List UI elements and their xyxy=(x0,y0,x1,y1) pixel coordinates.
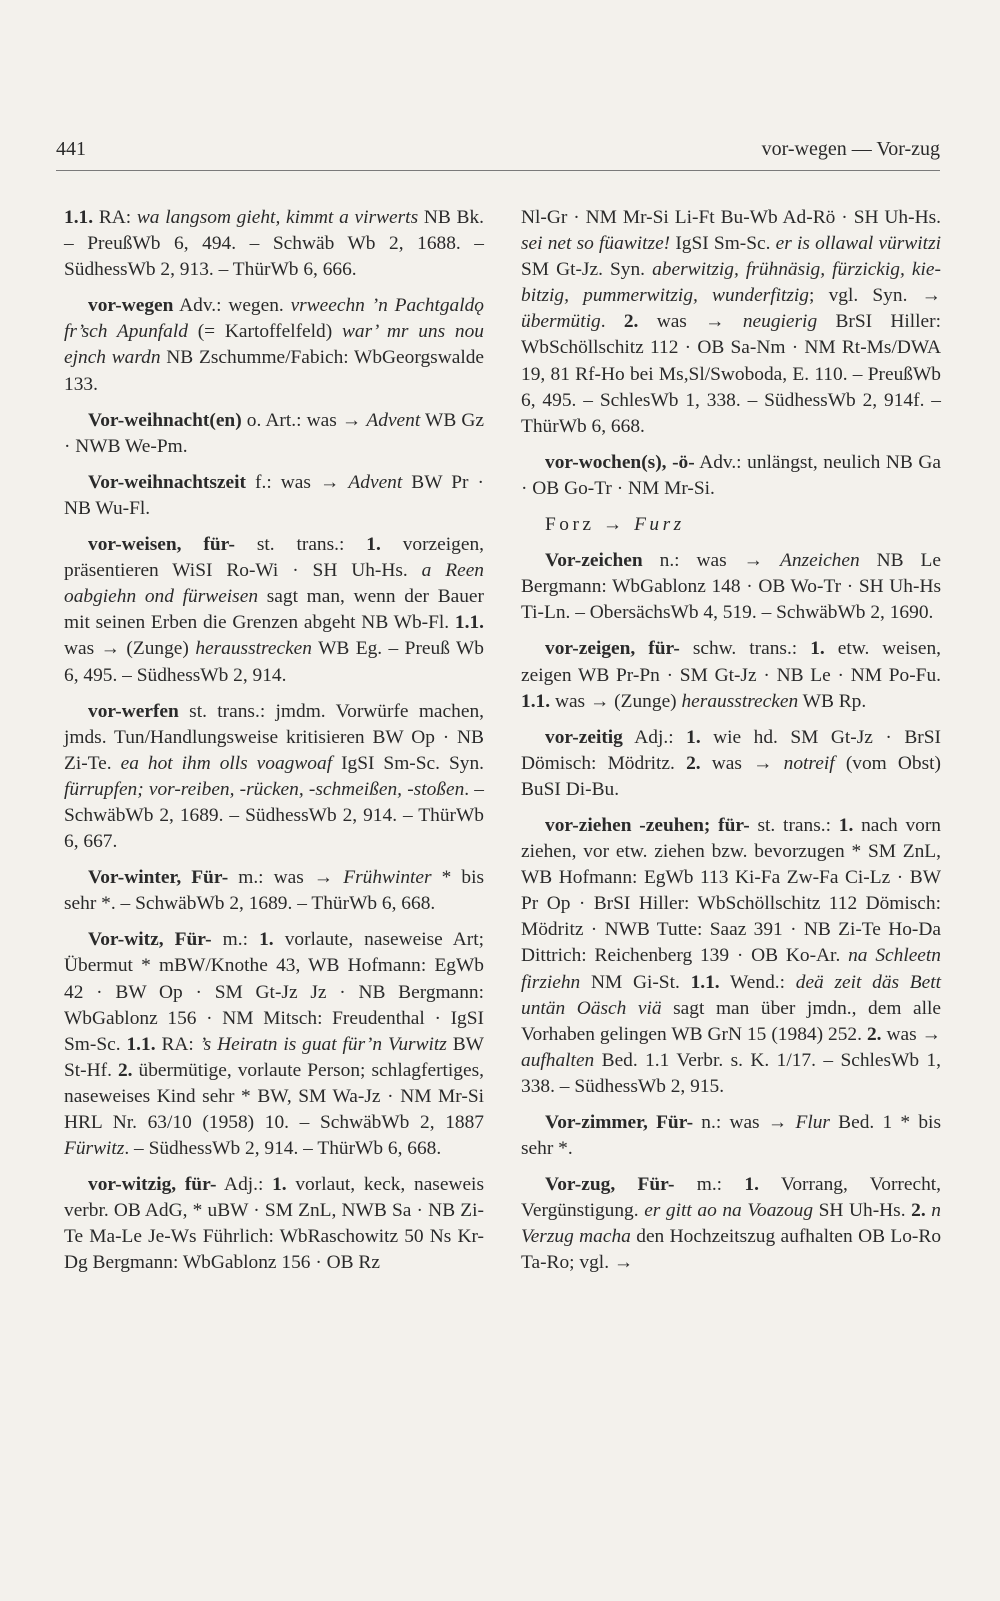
dictionary-entry xyxy=(64,927,484,1162)
entry-bold-text: Vor-zug, Für- xyxy=(545,1174,675,1196)
entry-italic-text: herausstrecken xyxy=(681,690,799,712)
entry-italic-text: neugierig xyxy=(742,311,818,333)
entry-italic-text: Advent xyxy=(366,409,421,431)
entry-text: (= Kartoffelfeld) xyxy=(187,321,342,343)
dictionary-entry xyxy=(64,470,484,522)
entry-text: sagt man über jmdn., dem alle Vorhaben gelingen WB GrN 15 (1984) 252. xyxy=(521,997,941,1045)
dictionary-entry xyxy=(64,205,484,283)
page-number: 441 xyxy=(56,138,86,160)
entry-text: IgSI Sm-Sc. xyxy=(670,233,776,255)
entry-bold-text: 1. xyxy=(272,1174,287,1196)
entry-text: Wend.: xyxy=(719,971,796,993)
entry-text: was → (Zunge) xyxy=(550,690,682,712)
entry-italic-text: aberwitzig, frühnäsig, fürzickig, kiebitzig, pummerwitzig, wunderfitzig xyxy=(521,259,941,307)
entry-text: Forz → xyxy=(545,514,635,536)
entry-text: NM Gi-St. xyxy=(580,971,691,993)
entry-text: was → (Zunge) xyxy=(64,638,196,660)
dictionary-entry xyxy=(521,548,941,626)
entry-text: Adj.: xyxy=(216,1174,273,1196)
dictionary-entry xyxy=(521,725,941,803)
entry-text: m.: xyxy=(674,1174,745,1196)
entry-text: Vorrang, Vorrecht, Vergünstigung. xyxy=(521,1174,942,1222)
entry-text: m.: xyxy=(211,929,260,951)
entry-text: BW Pr · NB Wu-Fl. xyxy=(64,471,484,519)
entry-text: WB Gz · NWB We-Pm. xyxy=(64,409,484,457)
entry-italic-text: Anzeichen xyxy=(779,550,860,572)
entry-text: Adv.: wegen. xyxy=(173,295,291,317)
entry-bold-text: 1. xyxy=(838,814,854,836)
entry-italic-text: Advent xyxy=(348,471,403,493)
entry-text: (vom Obst) BuSI Di-Bu. xyxy=(521,752,942,800)
entry-text: WB Rp. xyxy=(798,690,867,712)
entry-text: NB Bk. – PreußWb 6, 494. – Schwäb Wb 2, 1688. – SüdhessWb 2, 913. – ThürWb 6, 666. xyxy=(64,207,484,281)
dictionary-entry xyxy=(521,1172,941,1276)
entry-italic-text: Frühwinter xyxy=(343,867,432,889)
entry-text: den Hochzeitszug aufhalten OB Lo-Ro Ta-Ro; vgl. → xyxy=(521,1226,942,1274)
entry-text: was → xyxy=(881,1023,941,1045)
entry-italic-text: aufhalten xyxy=(521,1049,595,1071)
entry-text: NB Le Bergmann: WbGablonz 148 · OB Wo-Tr · SH Uh-Hs Ti-Ln. – ObersächsWb 4, 519. – SchwäbWb 2, 1690. xyxy=(521,550,941,624)
entry-text: Bed. 1 * bis sehr *. xyxy=(521,1112,941,1160)
entry-bold-text: 2. xyxy=(911,1200,926,1222)
entry-text: m.: was → xyxy=(228,867,344,889)
entry-text: etw. weisen, zeigen WB Pr-Pn · SM Gt-Jz · NB Le · NM Po-Fu. xyxy=(521,638,941,686)
entry-text: . – SüdhessWb 2, 914. – ThürWb 6, 668. xyxy=(124,1138,442,1160)
entry-italic-text: wa langsom gieht, kimmt a virwerts xyxy=(136,207,419,228)
entry-text: st. trans.: jmdm. Vorwürfe machen, jmds. Tun/Handlungsweise kritisieren BW Op · NB Zi-Te. xyxy=(64,700,484,774)
entry-bold-text: 1.1. xyxy=(454,612,484,634)
entry-italic-text: er gitt ao na Voazoug xyxy=(644,1200,814,1222)
entry-text: wie hd. SM Gt-Jz · BrSI Dömisch: Mödritz. xyxy=(521,726,941,774)
entry-bold-text: 1.1. xyxy=(521,690,551,712)
entry-text: BW St-Hf. xyxy=(64,1033,484,1081)
entry-italic-text: herausstrecken xyxy=(195,638,312,660)
entry-text: n.: was → xyxy=(642,550,780,572)
entry-italic-text: Furz xyxy=(634,514,685,536)
entry-text: . xyxy=(600,311,624,333)
entry-italic-text: deä zeit däs Bett untän Oäsch viä xyxy=(521,971,942,1019)
entry-text: IgSI Sm-Sc. Syn. xyxy=(332,752,484,774)
entry-italic-text: ’s Heiratn is guat für’n Vurwitz xyxy=(199,1033,447,1055)
dictionary-entry xyxy=(521,813,941,1100)
entry-bold-text: 1. xyxy=(810,638,825,660)
entry-bold-text: vor-wochen(s), -ö- xyxy=(545,451,695,473)
entry-text: RA: xyxy=(93,207,137,228)
entry-bold-text: 1.1. xyxy=(64,207,94,228)
entry-text: was → xyxy=(638,311,743,333)
entry-text: vorzeigen, präsentieren WiSI Ro-Wi · SH Uh-Hs. xyxy=(64,534,484,582)
entry-italic-text: sei net so füawitze! xyxy=(521,233,671,255)
dictionary-entry xyxy=(64,532,484,689)
entry-italic-text: n Verzug macha xyxy=(521,1200,941,1248)
entry-text: übermütige, vorlaute Person; schlagfertiges, naseweises Kind sehr * BW, SM Wa-Jz · NM Mr-Si HRL Nr. 63/10 (1958) 10. – SchwäbWb 2, 1887 xyxy=(64,1059,484,1133)
entry-bold-text: vor-zeitig xyxy=(545,726,623,748)
entry-italic-text: er is ollawal vürwitzi xyxy=(775,233,941,255)
dictionary-entry xyxy=(64,408,484,460)
dictionary-entry xyxy=(64,1172,484,1276)
entry-text: o. Art.: was → xyxy=(241,409,367,431)
entry-text: WB Eg. – Preuß Wb 6, 495. – SüdhessWb 2, 914. xyxy=(64,638,485,686)
entry-text: NB Zschumme/Fabich: WbGeorgswalde 133. xyxy=(64,347,485,395)
dictionary-entry xyxy=(521,636,941,714)
entry-text: Nl-Gr · NM Mr-Si Li-Ft Bu-Wb Ad-Rö · SH Uh-Hs. xyxy=(521,207,941,228)
entry-italic-text: notreif xyxy=(783,752,835,774)
dictionary-entry xyxy=(521,205,941,440)
entry-bold-text: 2. xyxy=(686,752,701,774)
entry-italic-text: a Reen oabgiehn ond fürweisen xyxy=(64,560,485,608)
entry-bold-text: Vor-weihnacht(en) xyxy=(88,409,242,431)
entry-bold-text: vor-zeigen, für- xyxy=(545,638,680,660)
dictionary-entry xyxy=(64,865,484,917)
entry-bold-text: Vor-witz, Für- xyxy=(88,929,212,951)
entry-italic-text: ea hot ihm olls voagwoaf xyxy=(120,752,333,774)
entry-text: SM Gt-Jz. Syn. xyxy=(521,259,653,281)
entry-text: sagt man, wenn der Bauer mit seinen Erben die Grenzen abgeht NB Wb-Fl. xyxy=(64,586,484,634)
entry-text: BrSI Hiller: WbSchöllschitz 112 · OB Sa-Nm · NM Rt-Ms/DWA 19, 81 Rf-Ho bei Ms,Sl/Swoboda, E. 110. – PreußWb 6, 495. – SchlesWb 1, 338. – SüdhessWb 2, 914f. – ThürWb 6, 668. xyxy=(521,311,941,437)
entry-bold-text: 1.1. xyxy=(126,1033,156,1055)
entry-text: Adj.: xyxy=(622,726,687,748)
left-column xyxy=(64,205,484,1287)
entry-italic-text: übermütig xyxy=(521,311,601,333)
entry-italic-text: Flur xyxy=(795,1112,830,1133)
dictionary-entry xyxy=(521,512,941,538)
entry-bold-text: vor-wegen xyxy=(88,295,174,317)
entry-text: vorlaute, naseweise Art; Übermut * mBW/Knothe 43, WB Hofmann: EgWb 42 · BW Op · SM Gt-Jz Jz · NB Bergmann: WbGablonz 156 · NM Mitsch: Freudenthal · IgSI Sm-Sc. xyxy=(64,929,484,1055)
entry-text: * bis sehr *. – SchwäbWb 2, 1689. – ThürWb 6, 668. xyxy=(64,867,485,915)
entry-text: schw. trans.: xyxy=(679,638,811,660)
entry-bold-text: vor-weisen, für- xyxy=(88,534,235,556)
entry-text: f.: was → xyxy=(245,471,349,493)
entry-text: vorlaut, keck, naseweis verbr. OB AdG, * uBW · SM ZnL, NWB Sa · NB Zi-Te Ma-Le Je-Ws Führlich: WbRaschowitz 50 Ns Kr-Dg Bergmann: WbGablonz 156 · OB Rz xyxy=(64,1174,484,1274)
entry-bold-text: vor-witzig, für- xyxy=(88,1174,217,1196)
entry-italic-text: na Schleetn firziehn xyxy=(521,945,941,993)
entry-bold-text: 1. xyxy=(686,726,701,748)
entry-text: Bed. 1.1 Verbr. s. K. 1/17. – SchlesWb 1, 338. – SüdhessWb 2, 915. xyxy=(521,1049,941,1097)
entry-text: . – SchwäbWb 2, 1689. – SüdhessWb 2, 914. – ThürWb 6, 667. xyxy=(64,778,484,853)
page-header xyxy=(56,136,940,171)
entry-text: was → xyxy=(700,752,784,774)
entry-bold-text: Vor-winter, Für- xyxy=(88,867,229,889)
entry-bold-text: 1. xyxy=(366,534,381,556)
entry-bold-text: 1. xyxy=(259,929,274,951)
entry-bold-text: Vor-zimmer, Für- xyxy=(545,1112,694,1133)
entry-bold-text: 1.1. xyxy=(690,971,720,993)
entry-text: SH Uh-Hs. xyxy=(813,1200,912,1222)
entry-text: Adv.: unlängst, neulich NB Ga · OB Go-Tr · NM Mr-Si. xyxy=(521,451,941,499)
dictionary-entry xyxy=(64,699,484,856)
entry-text: st. trans.: xyxy=(749,814,839,836)
entry-bold-text: vor-ziehen -zeuhen; für- xyxy=(545,814,750,836)
dictionary-entry xyxy=(521,450,941,502)
entry-bold-text: 2. xyxy=(866,1023,882,1045)
entry-italic-text: Fürwitz xyxy=(64,1138,125,1160)
entry-text: nach vorn ziehen, vor etw. ziehen bzw. bevorzugen * SM ZnL, WB Hofmann: EgWb 113 Ki-Fa Zw-Fa Ci-Lz · BW Pr Op · BrSI Hiller: WbSchöllschitz 112 Dömisch: Mödritz · NWB Tutte: Saaz 391 · NB Zi-Te Ho-Da Dittrich: Reichenberg 139 · OB Ko-Ar. xyxy=(521,814,941,967)
entry-bold-text: 2. xyxy=(117,1059,133,1081)
entry-text: RA: xyxy=(155,1033,200,1055)
entry-text: ; vgl. Syn. → xyxy=(809,285,941,307)
entry-text: st. trans.: xyxy=(234,534,367,556)
running-head: vor-wegen — Vor-zug xyxy=(761,138,940,160)
entry-italic-text: vrweechn ’n Pachtgaldǫ fr’sch Apunfald xyxy=(64,295,485,343)
entry-bold-text: 1. xyxy=(744,1174,759,1196)
entry-text: n.: was → xyxy=(693,1112,796,1133)
entry-italic-text: fürrupfen; vor-reiben, -rücken, -schmeißen, -stoßen xyxy=(64,778,465,800)
entry-bold-text: Vor-weihnachtszeit xyxy=(88,471,246,493)
dictionary-entry xyxy=(64,293,484,397)
dictionary-entry xyxy=(521,1110,941,1162)
entry-bold-text: 2. xyxy=(623,311,639,333)
entry-bold-text: vor-werfen xyxy=(88,700,179,722)
entry-italic-text: war’ mr uns nou ejnch wardn xyxy=(64,321,484,369)
right-column xyxy=(521,205,941,1287)
entry-bold-text: Vor-zeichen xyxy=(545,550,643,572)
